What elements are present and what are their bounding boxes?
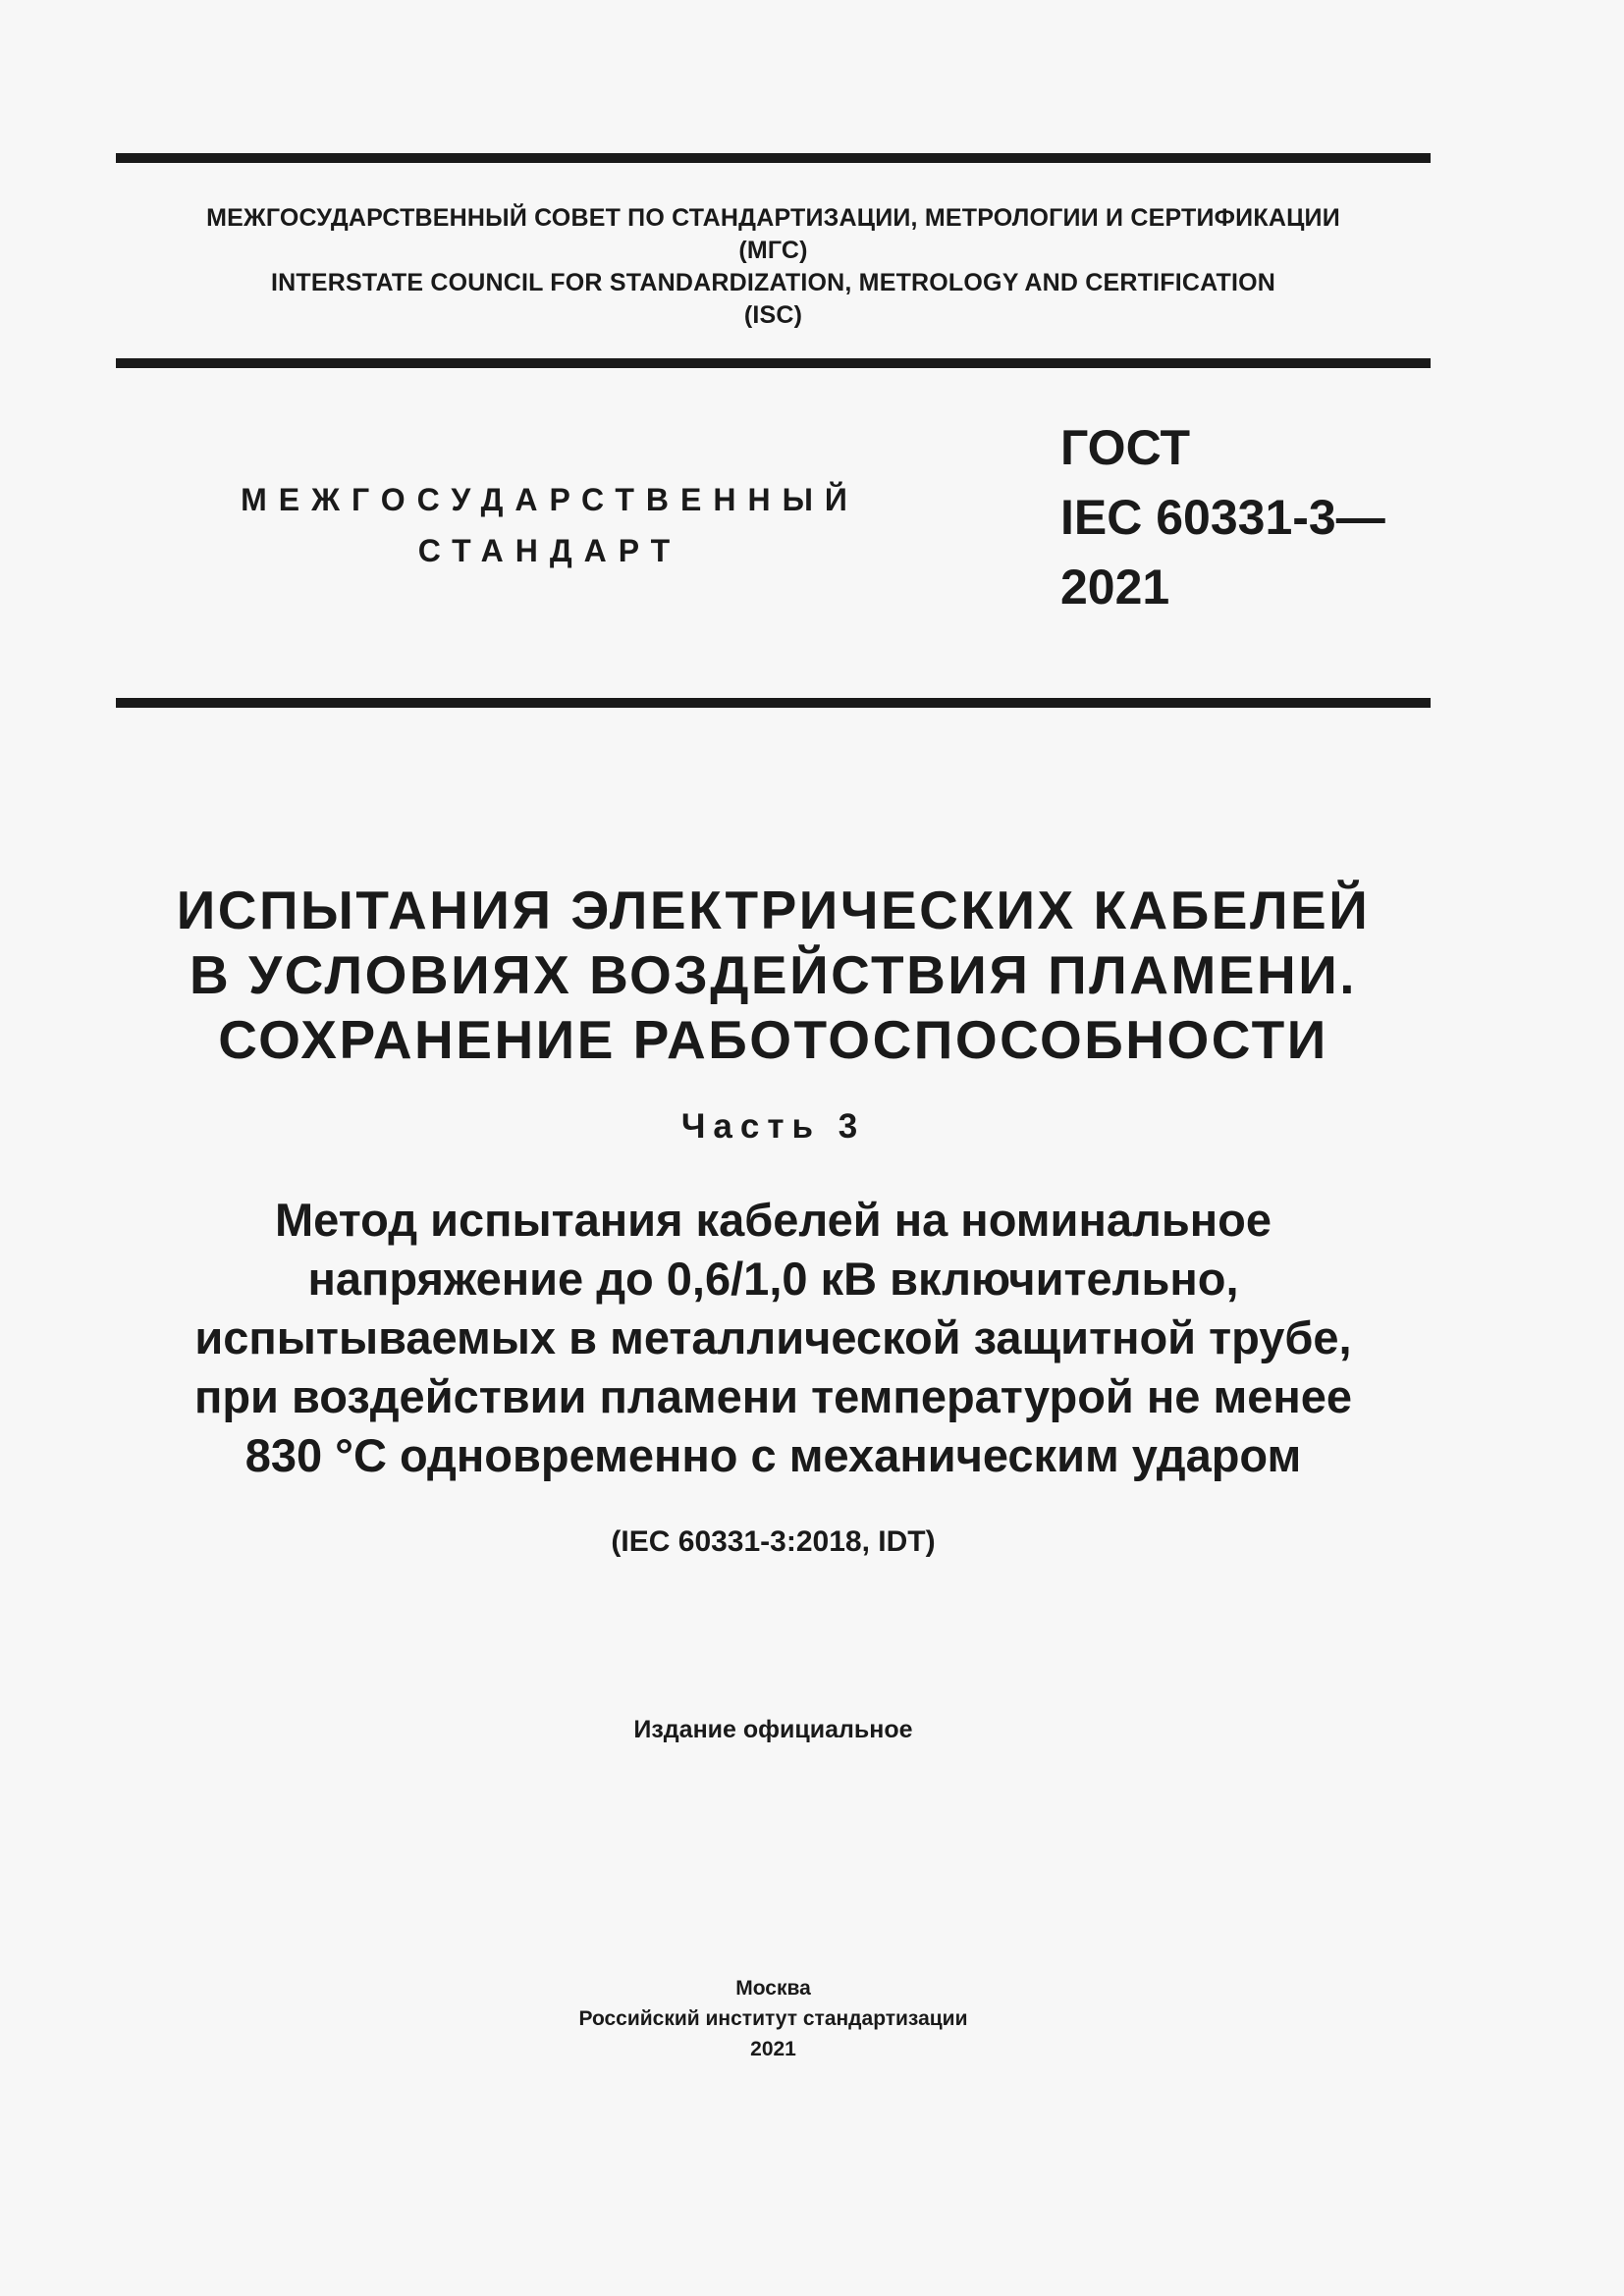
council-header bbox=[116, 202, 1431, 332]
title-line: ИСПЫТАНИЯ ЭЛЕКТРИЧЕСКИХ КАБЕЛЕЙ bbox=[176, 880, 1371, 940]
document-title bbox=[116, 878, 1431, 1072]
subtitle-line: при воздействии пламени температурой не менее bbox=[193, 1370, 1353, 1422]
standard-type bbox=[226, 474, 874, 576]
subtitle-line: испытываемых в металлической защитной трубе, bbox=[194, 1311, 1352, 1363]
iec-reference bbox=[116, 1522, 1431, 1562]
document-subtitle bbox=[116, 1191, 1431, 1485]
council-name-en: INTERSTATE COUNCIL FOR STANDARDIZATION, METROLOGY AND CERTIFICATION bbox=[270, 269, 1276, 296]
council-name-ru: МЕЖГОСУДАРСТВЕННЫЙ СОВЕТ ПО СТАНДАРТИЗАЦИИ, МЕТРОЛОГИИ И СЕРТИФИКАЦИИ bbox=[206, 204, 1340, 232]
standard-type-line: МЕЖГОСУДАРСТВЕННЫЙ bbox=[241, 482, 859, 517]
edition-text: Издание официальное bbox=[633, 1716, 913, 1743]
standard-number-line: IEC 60331-3— bbox=[1060, 490, 1385, 545]
designation-divider bbox=[116, 698, 1431, 708]
top-rule bbox=[116, 153, 1431, 163]
standard-number-line: ГОСТ bbox=[1060, 420, 1190, 475]
part-label bbox=[116, 1105, 1431, 1148]
standard-number bbox=[1060, 413, 1434, 622]
part-label-text: Часть 3 bbox=[680, 1107, 866, 1146]
publisher-name: Российский институт стандартизации bbox=[578, 2007, 968, 2030]
subtitle-line: напряжение до 0,6/1,0 кВ включительно, bbox=[307, 1253, 1239, 1305]
council-abbr-ru: (МГС) bbox=[738, 237, 808, 264]
iec-reference-text: (IEC 60331-3:2018, IDT) bbox=[611, 1525, 936, 1558]
standard-type-line: СТАНДАРТ bbox=[417, 533, 682, 568]
title-line: СОХРАНЕНИЕ РАБОТОСПОСОБНОСТИ bbox=[218, 1009, 1328, 1070]
edition-note bbox=[116, 1713, 1431, 1746]
publisher-city: Москва bbox=[735, 1977, 811, 2000]
subtitle-line: 830 °С одновременно с механическим ударом bbox=[244, 1429, 1302, 1481]
standard-number-line: 2021 bbox=[1060, 560, 1170, 614]
title-line: В УСЛОВИЯХ ВОЗДЕЙСТВИЯ ПЛАМЕНИ. bbox=[189, 944, 1358, 1005]
header-divider bbox=[116, 358, 1431, 368]
council-abbr-en: (ISC) bbox=[743, 301, 803, 329]
publisher-year: 2021 bbox=[750, 2038, 796, 2060]
subtitle-line: Метод испытания кабелей на номинальное bbox=[275, 1194, 1272, 1246]
publisher-block bbox=[116, 1973, 1431, 2064]
